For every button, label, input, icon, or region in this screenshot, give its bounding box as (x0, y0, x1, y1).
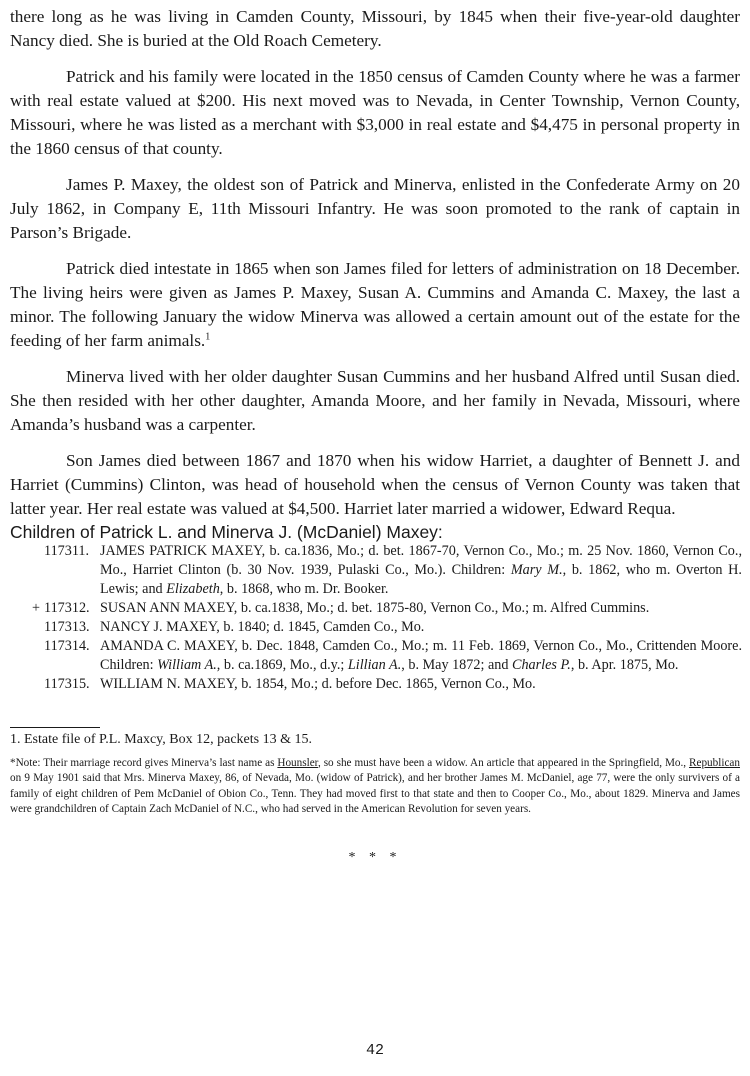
child-number: 117313. (44, 619, 90, 635)
note-text: *Note: Their marriage record gives Minerva’s last name as (10, 757, 278, 769)
paragraph-text: Patrick died intestate in 1865 when son James filed for letters of administration on 18 December. The living heirs were given as James P. Maxey, Susan A. Cummins and Amanda C. Maxey, the last a minor. The following January the widow Minerva was allowed a certain amount out of the estate for the feeding of her farm animals. (10, 259, 740, 350)
section-separator: * * * (348, 850, 402, 865)
child-text: , b. 1868, who m. Dr. Booker. (219, 581, 389, 597)
child-name: Elizabeth (166, 581, 220, 597)
page-number: 42 (365, 1042, 384, 1059)
child-number: 117314. (44, 638, 90, 654)
child-description (100, 618, 742, 637)
note-text: , so she must have been a widow. An article that appeared in the Springfield, Mo., (317, 757, 690, 769)
child-text: , b. May 1872; and (401, 657, 512, 673)
child-text: JAMES PATRICK MAXEY, b. ca.1836, Mo.; d. bet. 1867-70, Vernon Co., Mo.; m. 25 Nov. 1860, Vernon Co., Mo., Harriet Clinton (b. 30 Nov. 1939, Pulaski Co., Mo.). Children: (100, 543, 742, 578)
child-description (100, 542, 742, 599)
child-entry (0, 618, 742, 637)
child-number: 117315. (44, 676, 90, 692)
child-text: AMANDA C. MAXEY, b. Dec. 1848, Camden Co., Mo.; m. 11 Feb. 1869, Vernon Co., Mo., Crittenden Moore. Children: (100, 638, 742, 673)
child-entry (0, 637, 742, 675)
child-entry (0, 675, 742, 694)
footnote: 1. Estate file of P.L. Maxcy, Box 12, packets 13 & 15. (10, 732, 312, 747)
child-text: , b. Apr. 1875, Mo. (570, 657, 679, 673)
paragraph: Son James died between 1867 and 1870 when his widow Harriet, a daughter of Bennett J. and Harriet (Cummins) Clinton, was head of household when the census of Vernon County was taken that latter year. Her real estate was valued at $4,500. Harriet later married a widower, Edward Requa. (10, 451, 740, 518)
child-text: SUSAN ANN MAXEY, b. ca.1838, Mo.; d. bet. 1875-80, Vernon Co., Mo.; m. Alfred Cummins. (100, 600, 650, 616)
footnote-divider (10, 727, 100, 728)
child-entry (0, 542, 742, 599)
child-name: Charles P. (511, 657, 571, 673)
children-heading: Children of Patrick L. and Minerva J. (McDaniel) Maxey: (10, 522, 443, 542)
child-name: William A. (157, 657, 217, 673)
paragraph: there long as he was living in Camden County, Missouri, by 1845 when their five-year-old daughter Nancy died. She is buried at the Old Roach Cemetery. (10, 7, 740, 50)
child-text: WILLIAM N. MAXEY, b. 1854, Mo.; d. before Dec. 1865, Vernon Co., Mo. (100, 676, 536, 692)
paragraph: Minerva lived with her older daughter Susan Cummins and her husband Alfred until Susan died. She then resided with her other daughter, Amanda Moore, and her family in Nevada, Missouri, where Amanda’s husband was a carpenter. (10, 367, 740, 434)
body-text (10, 5, 740, 533)
paragraph-with-footnote (10, 257, 740, 353)
child-description (100, 599, 742, 618)
footnote-ref: 1 (205, 331, 211, 343)
children-list (0, 542, 742, 694)
child-text: , b. 1862, who m. Overton H. Lewis; and (100, 562, 742, 597)
note-text: on 9 May 1901 said that Mrs. Minerva Maxey, 86, of Nevada, Mo. (widow of Patrick), and her brother James M. McDaniel, age 77, were the only survivers of a family of eight children of Pem McDaniel of Obion Co., Tenn. They had moved first to that state and then to Cooper Co., Mo., about 1829. Minerva and James were grandchildren of Captain Zach McDaniel of N.C., who had served in the American Revolution for seven years. (10, 772, 740, 816)
child-name: Lillian A. (347, 657, 402, 673)
child-description (100, 637, 742, 675)
child-entry (0, 599, 742, 618)
note-underlined: Hounsler (277, 757, 318, 769)
paragraph: Patrick and his family were located in the 1850 census of Camden County where he was a farmer with real estate valued at $200. His next moved was to Nevada, in Center Township, Vernon County, Missouri, where he was listed as a merchant with $3,000 in real estate and $4,475 in personal property in the 1860 census of that county. (10, 67, 740, 158)
child-number: 117312. (44, 600, 90, 616)
child-description (100, 675, 742, 694)
child-text: , b. ca.1869, Mo., d.y.; (216, 657, 348, 673)
marriage-note (10, 756, 740, 818)
note-underlined: Republican (689, 757, 740, 769)
child-name: Mary M. (510, 562, 563, 578)
paragraph: James P. Maxey, the oldest son of Patrick and Minerva, enlisted in the Confederate Army on 20 July 1862, in Company E, 11th Missouri Infantry. He was soon promoted to the rank of captain in Parson’s Brigade. (10, 175, 740, 242)
child-marker: + (31, 600, 40, 616)
child-number: 117311. (44, 543, 90, 559)
child-text: NANCY J. MAXEY, b. 1840; d. 1845, Camden Co., Mo. (100, 619, 425, 635)
